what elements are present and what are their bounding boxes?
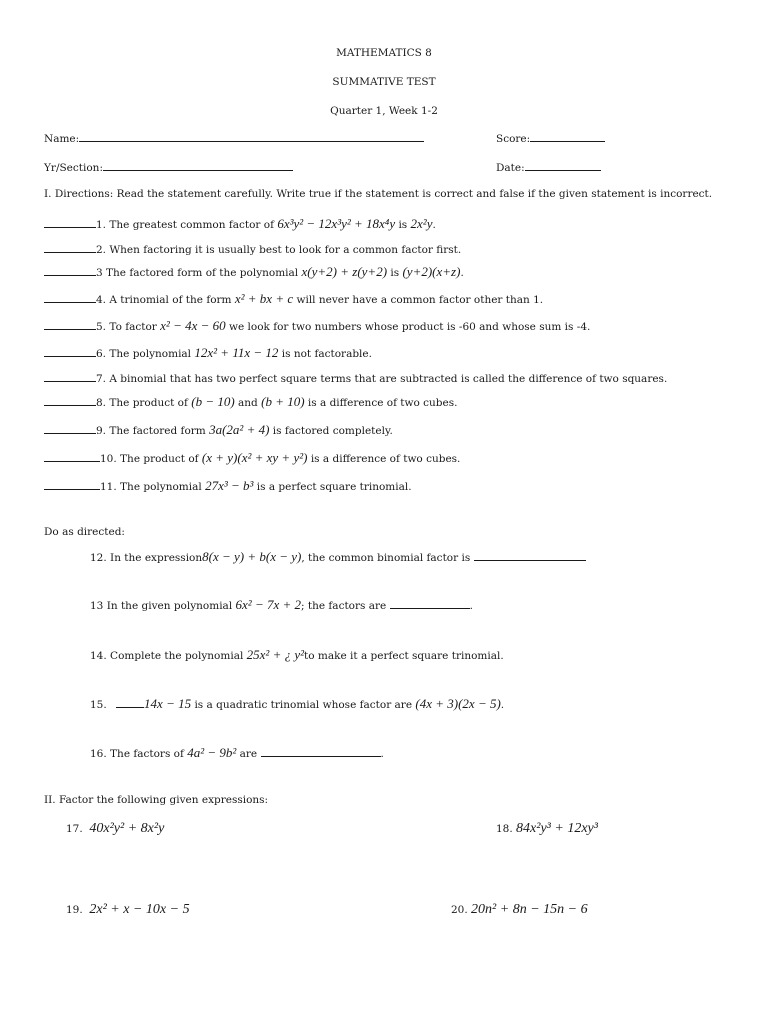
item-14: 14. Complete the polynomial 25x² + ¿ y²to make it a perfect square trinomial. — [90, 647, 504, 662]
item-16: 16. The factors of 4a² − 9b² are . — [90, 745, 384, 760]
expression: 12x² + 11x − 12 — [194, 345, 279, 360]
directions-text: I. Directions: Read the statement carefully. Write true if the statement is correct and false if the given statement is incorrect. — [44, 188, 713, 200]
section-field[interactable] — [44, 160, 293, 175]
answer-blank[interactable] — [474, 550, 586, 561]
expression: 14x − 15 — [144, 696, 192, 711]
expression: 20n² + 8n − 15n − 6 — [471, 902, 588, 917]
answer-blank[interactable] — [44, 265, 96, 276]
expression: 6x³y² − 12x³y² + 18x⁴y — [277, 216, 396, 231]
date-label: Date: — [496, 162, 525, 174]
expression: 27x³ − b³ — [205, 478, 254, 493]
answer-blank[interactable] — [44, 423, 96, 434]
score-field[interactable] — [496, 131, 605, 146]
expression: 40x²y² + 8x²y — [89, 821, 165, 836]
name-field[interactable] — [44, 131, 424, 146]
expression: 2x² + x − 10x − 5 — [89, 902, 190, 917]
answer-blank[interactable] — [44, 479, 100, 490]
item-9: 9. The factored form 3a(2a² + 4) is factored completely. — [44, 423, 393, 438]
expression: x² − 4x − 60 — [160, 318, 226, 333]
expression: 8(x − y) + b(x − y) — [202, 549, 302, 564]
name-label: Name: — [44, 133, 80, 145]
item-3: 3 The factored form of the polynomial x(y+2) + z(y+2) is (y+2)(x+z). — [44, 265, 464, 280]
answer-blank[interactable] — [116, 697, 144, 708]
item-20: 20. 20n² + 8n − 15n − 6 — [451, 902, 588, 917]
item-18: 18. 84x²y³ + 12xy³ — [496, 821, 598, 836]
item-15: 15. 14x − 15 is a quadratic trinomial whose factor are (4x + 3)(2x − 5). — [90, 696, 505, 711]
answer-blank[interactable] — [390, 598, 470, 609]
answer-blank[interactable] — [44, 242, 96, 253]
subject-title: MATHEMATICS 8 — [336, 47, 432, 59]
score-label: Score: — [496, 133, 531, 145]
item-6: 6. The polynomial 12x² + 11x − 12 is not factorable. — [44, 346, 372, 361]
expression: (b − 10) — [191, 394, 235, 409]
answer-blank[interactable] — [44, 292, 96, 303]
section-label: Yr/Section: — [44, 162, 103, 174]
expression: x² + bx + c — [234, 291, 294, 306]
expression: 25x² + ¿ y² — [246, 647, 305, 662]
expression: 3a(2a² + 4) — [209, 422, 270, 437]
item-5: 5. To factor x² − 4x − 60 we look for two numbers whose product is -60 and whose sum is -4. — [44, 319, 590, 334]
item-7: 7. A binomial that has two perfect square terms that are subtracted is called the difference of two squares. — [44, 371, 667, 386]
answer-blank[interactable] — [44, 395, 96, 406]
item-17: 17. 40x²y² + 8x²y — [66, 821, 165, 836]
item-13: 13 In the given polynomial 6x² − 7x + 2; the factors are . — [90, 597, 473, 612]
item-11: 11. The polynomial 27x³ − b³ is a perfect square trinomial. — [44, 479, 412, 494]
do-as-directed-heading: Do as directed: — [44, 526, 125, 538]
item-2: 2. When factoring it is usually best to look for a common factor first. — [44, 242, 461, 257]
expression: 84x²y³ + 12xy³ — [516, 821, 598, 836]
date-field[interactable] — [496, 160, 601, 175]
item-10: 10. The product of (x + y)(x² + xy + y²) is a difference of two cubes. — [44, 451, 460, 466]
part2-heading: II. Factor the following given expressions: — [44, 794, 269, 806]
expression: (x + y)(x² + xy + y²) — [201, 450, 308, 465]
period-title: Quarter 1, Week 1-2 — [330, 105, 438, 117]
answer-blank[interactable] — [44, 319, 96, 330]
item-4: 4. A trinomial of the form x² + bx + c will never have a common factor other than 1. — [44, 292, 543, 307]
answer-blank[interactable] — [44, 217, 96, 228]
test-title: SUMMATIVE TEST — [332, 76, 436, 88]
answer-blank[interactable] — [261, 746, 381, 757]
expression: 4a² − 9b² — [187, 745, 237, 760]
item-1: 1. The greatest common factor of 6x³y² − 12x³y² + 18x⁴y is 2x²y. — [44, 217, 436, 232]
answer-blank[interactable] — [44, 451, 100, 462]
item-19: 19. 2x² + x − 10x − 5 — [66, 902, 190, 917]
expression: 6x² − 7x + 2 — [235, 597, 302, 612]
item-8: 8. The product of (b − 10) and (b + 10) is a difference of two cubes. — [44, 395, 457, 410]
answer-blank[interactable] — [44, 346, 96, 357]
answer-blank[interactable] — [44, 371, 96, 382]
expression: x(y+2) + z(y+2) — [301, 264, 388, 279]
item-12: 12. In the expression8(x − y) + b(x − y), the common binomial factor is — [90, 550, 586, 565]
